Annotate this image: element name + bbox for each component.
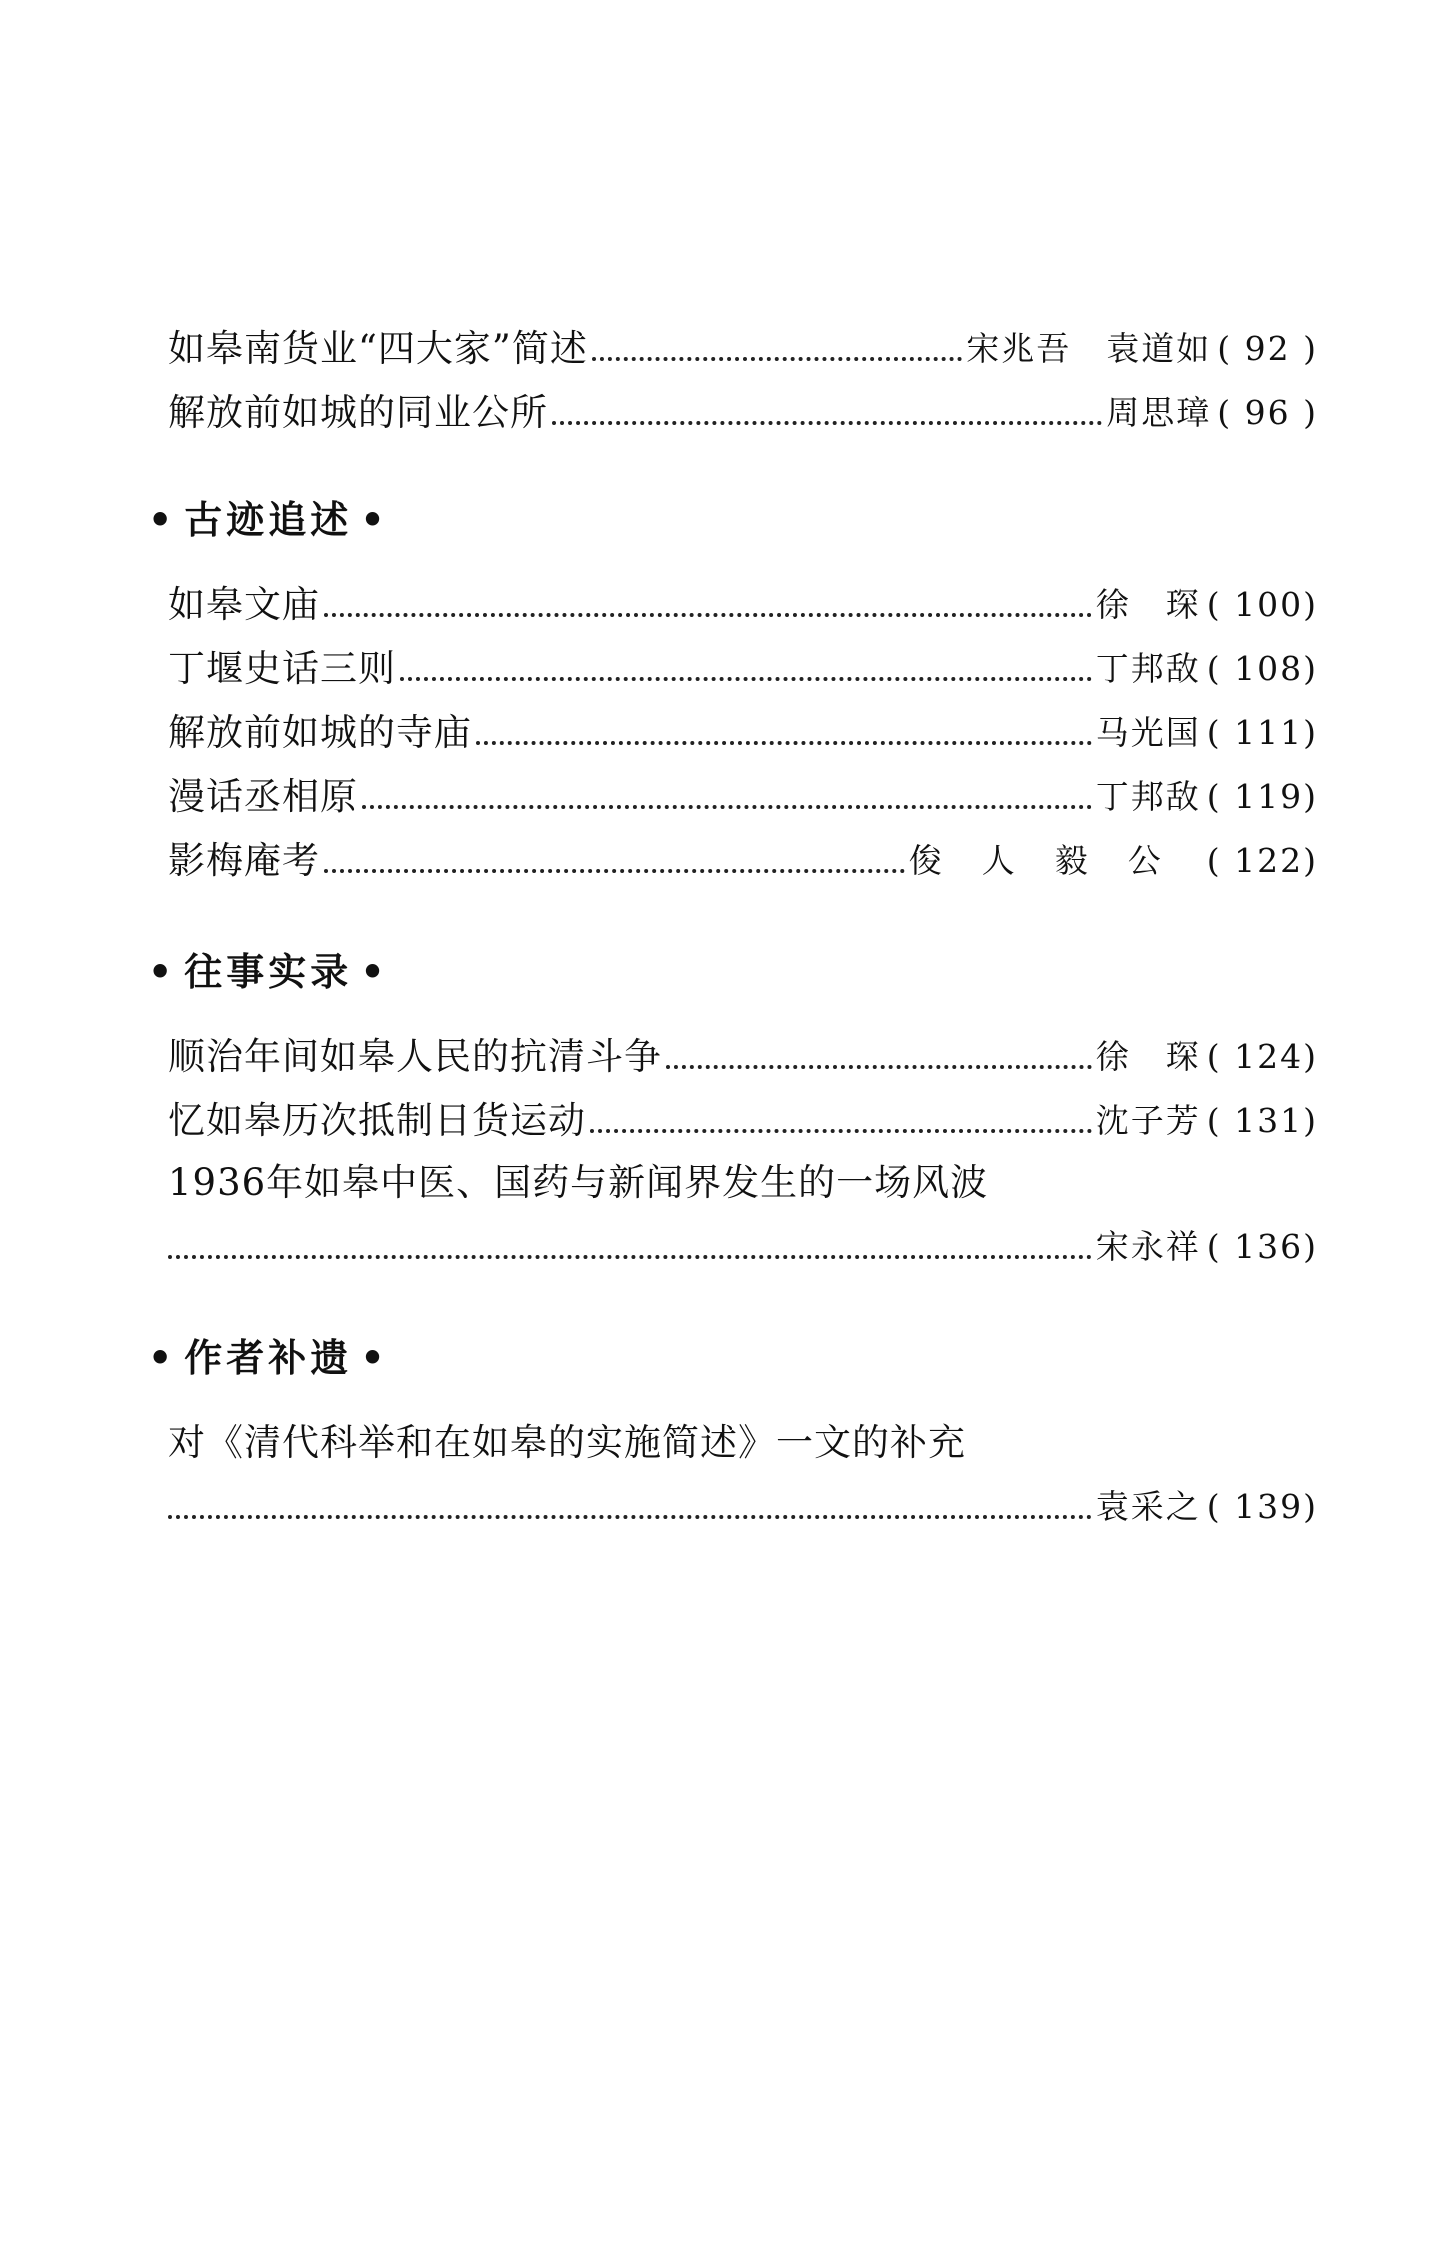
entry-page-number: ( 122) [1206, 841, 1318, 880]
bullet-icon: • [148, 1336, 177, 1380]
entry-page-number: ( 131) [1206, 1101, 1318, 1140]
entry-page-number: ( 100) [1206, 585, 1318, 624]
entry-page-number: ( 108) [1206, 649, 1318, 688]
dot-leader [400, 677, 1092, 681]
entry-page-number: ( 96 ) [1217, 393, 1318, 432]
entry-title: 如皋文庙 [168, 583, 320, 626]
entry-title: 影梅庵考 [168, 839, 320, 882]
entry-title: 丁堰史话三则 [168, 647, 396, 690]
entry-author: 宋兆吾 袁道如 [966, 329, 1212, 368]
toc-entry [168, 642, 1318, 696]
entry-title: 如皋南货业“四大家”简述 [168, 327, 588, 370]
entry-author: 沈子芳 [1095, 1101, 1201, 1140]
dot-leader [168, 1255, 1092, 1259]
toc-entry [168, 706, 1318, 760]
dot-leader [362, 805, 1092, 809]
section-heading [140, 492, 397, 548]
toc-entry [168, 1220, 1318, 1274]
entry-title: 对《清代科举和在如皋的实施简述》一文的补充 [168, 1421, 966, 1464]
dot-leader [476, 741, 1092, 745]
bullet-icon: • [148, 950, 177, 994]
dot-leader [592, 357, 962, 361]
toc-entry [168, 770, 1318, 824]
dot-leader [324, 869, 905, 873]
section-heading [140, 944, 397, 1000]
section-heading-label: 作者补遗 [184, 1336, 353, 1380]
entry-author: 徐 琛 [1095, 1037, 1201, 1076]
entry-author: 袁采之 [1095, 1487, 1201, 1526]
entry-title: 1936年如皋中医、国药与新闻界发生的一场风波 [168, 1161, 989, 1204]
entry-page-number: ( 136) [1206, 1227, 1318, 1266]
entry-title: 顺治年间如皋人民的抗清斗争 [168, 1035, 662, 1078]
toc-entry [168, 578, 1318, 632]
entry-page-number: ( 119) [1206, 777, 1318, 816]
section-heading-label: 古迹追述 [184, 498, 353, 542]
bullet-icon: • [148, 498, 177, 542]
entry-page-number: ( 92 ) [1217, 329, 1318, 368]
toc-entry [168, 834, 1318, 888]
dot-leader [168, 1515, 1092, 1519]
section-heading [140, 1330, 397, 1386]
entry-author: 丁邦敌 [1095, 777, 1201, 816]
entry-title: 漫话丞相原 [168, 775, 358, 818]
section-heading-label: 往事实录 [184, 950, 353, 994]
entry-author: 宋永祥 [1095, 1227, 1201, 1266]
toc-entry [168, 1030, 1318, 1084]
toc-entry [168, 1480, 1318, 1534]
entry-title: 忆如皋历次抵制日货运动 [168, 1099, 586, 1142]
entry-title: 解放前如城的同业公所 [168, 391, 548, 434]
entry-author: 马光国 [1095, 713, 1201, 752]
entry-author: 周思璋 [1106, 393, 1212, 432]
bullet-icon: • [360, 1336, 389, 1380]
toc-entry [168, 1094, 1318, 1148]
entry-page-number: ( 111) [1206, 713, 1318, 752]
entry-author: 徐 琛 [1095, 585, 1201, 624]
bullet-icon: • [360, 498, 389, 542]
entry-author: 俊人毅公 [908, 841, 1201, 880]
entry-page-number: ( 139) [1206, 1487, 1318, 1526]
entry-author: 丁邦敌 [1095, 649, 1201, 688]
entry-page-number: ( 124) [1206, 1037, 1318, 1076]
entry-title: 解放前如城的寺庙 [168, 711, 472, 754]
toc-entry [168, 322, 1318, 376]
dot-leader [590, 1129, 1092, 1133]
bullet-icon: • [360, 950, 389, 994]
dot-leader [666, 1065, 1092, 1069]
dot-leader [324, 613, 1092, 617]
dot-leader [552, 421, 1102, 425]
toc-entry [168, 386, 1318, 440]
